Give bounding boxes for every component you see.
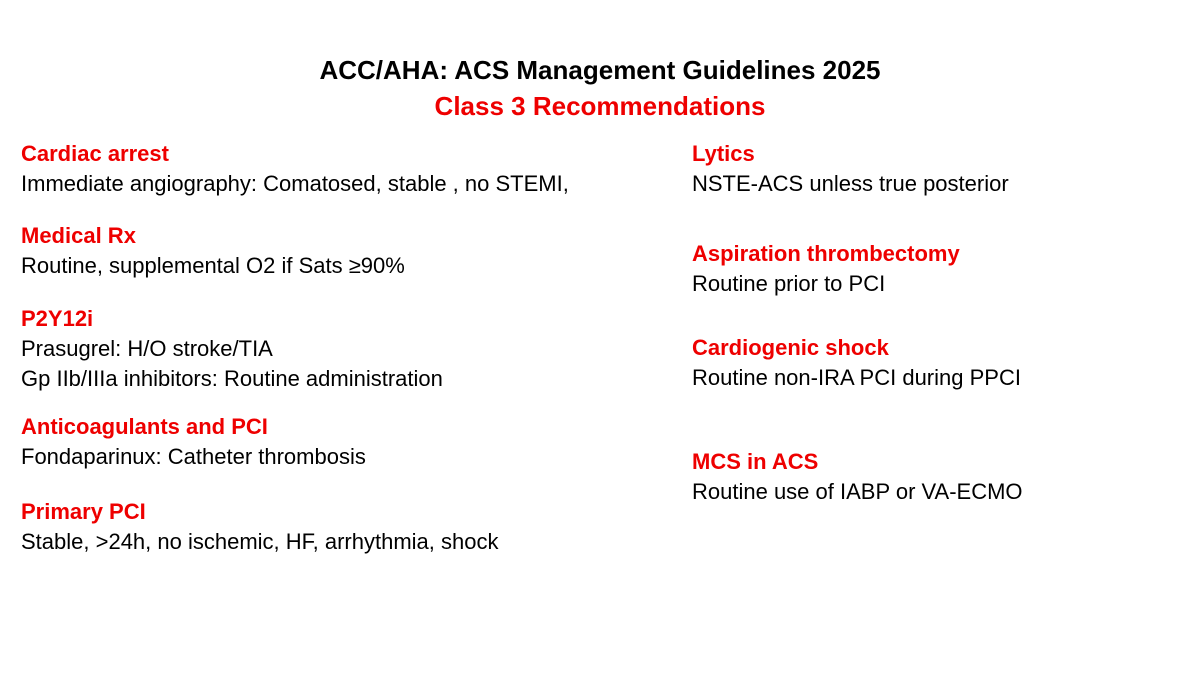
section-heading: Lytics [692, 141, 755, 166]
section-heading: Anticoagulants and PCI [21, 414, 268, 439]
section-heading: Medical Rx [21, 223, 136, 248]
section-heading: Primary PCI [21, 499, 146, 524]
section-heading: P2Y12i [21, 306, 94, 331]
section-line: Routine use of IABP or VA-ECMO [692, 479, 1023, 504]
section-cardiac-arrest [21, 139, 569, 199]
section-line: Immediate angiography: Comatosed, stable , no STEMI, [21, 171, 569, 196]
section-mcs-in-acs [692, 447, 1023, 507]
section-line: Routine non-IRA PCI during PPCI [692, 365, 1021, 390]
section-heading: MCS in ACS [692, 449, 819, 474]
section-line: Stable, >24h, no ischemic, HF, arrhythmia, shock [21, 529, 499, 554]
section-line: Gp IIb/IIIa inhibitors: Routine administration [21, 366, 443, 391]
section-primary-pci [21, 497, 499, 557]
section-aspiration-thrombectomy [692, 239, 960, 299]
section-p2y12i [21, 304, 443, 394]
slide-title: ACC/AHA: ACS Management Guidelines 2025 [319, 55, 881, 85]
section-medical-rx [21, 221, 405, 281]
section-line: Fondaparinux: Catheter thrombosis [21, 444, 366, 469]
slide-subtitle: Class 3 Recommendations [434, 91, 766, 121]
section-line: Routine prior to PCI [692, 271, 886, 296]
section-line: Prasugrel: H/O stroke/TIA [21, 336, 273, 361]
section-line: NSTE-ACS unless true posterior [692, 171, 1009, 196]
section-heading: Cardiac arrest [21, 141, 169, 166]
section-cardiogenic-shock [692, 333, 1021, 393]
section-line: Routine, supplemental O2 if Sats ≥90% [21, 253, 405, 278]
section-lytics [692, 139, 1009, 199]
section-heading: Cardiogenic shock [692, 335, 889, 360]
section-anticoagulants-pci [21, 412, 366, 472]
section-heading: Aspiration thrombectomy [692, 241, 960, 266]
